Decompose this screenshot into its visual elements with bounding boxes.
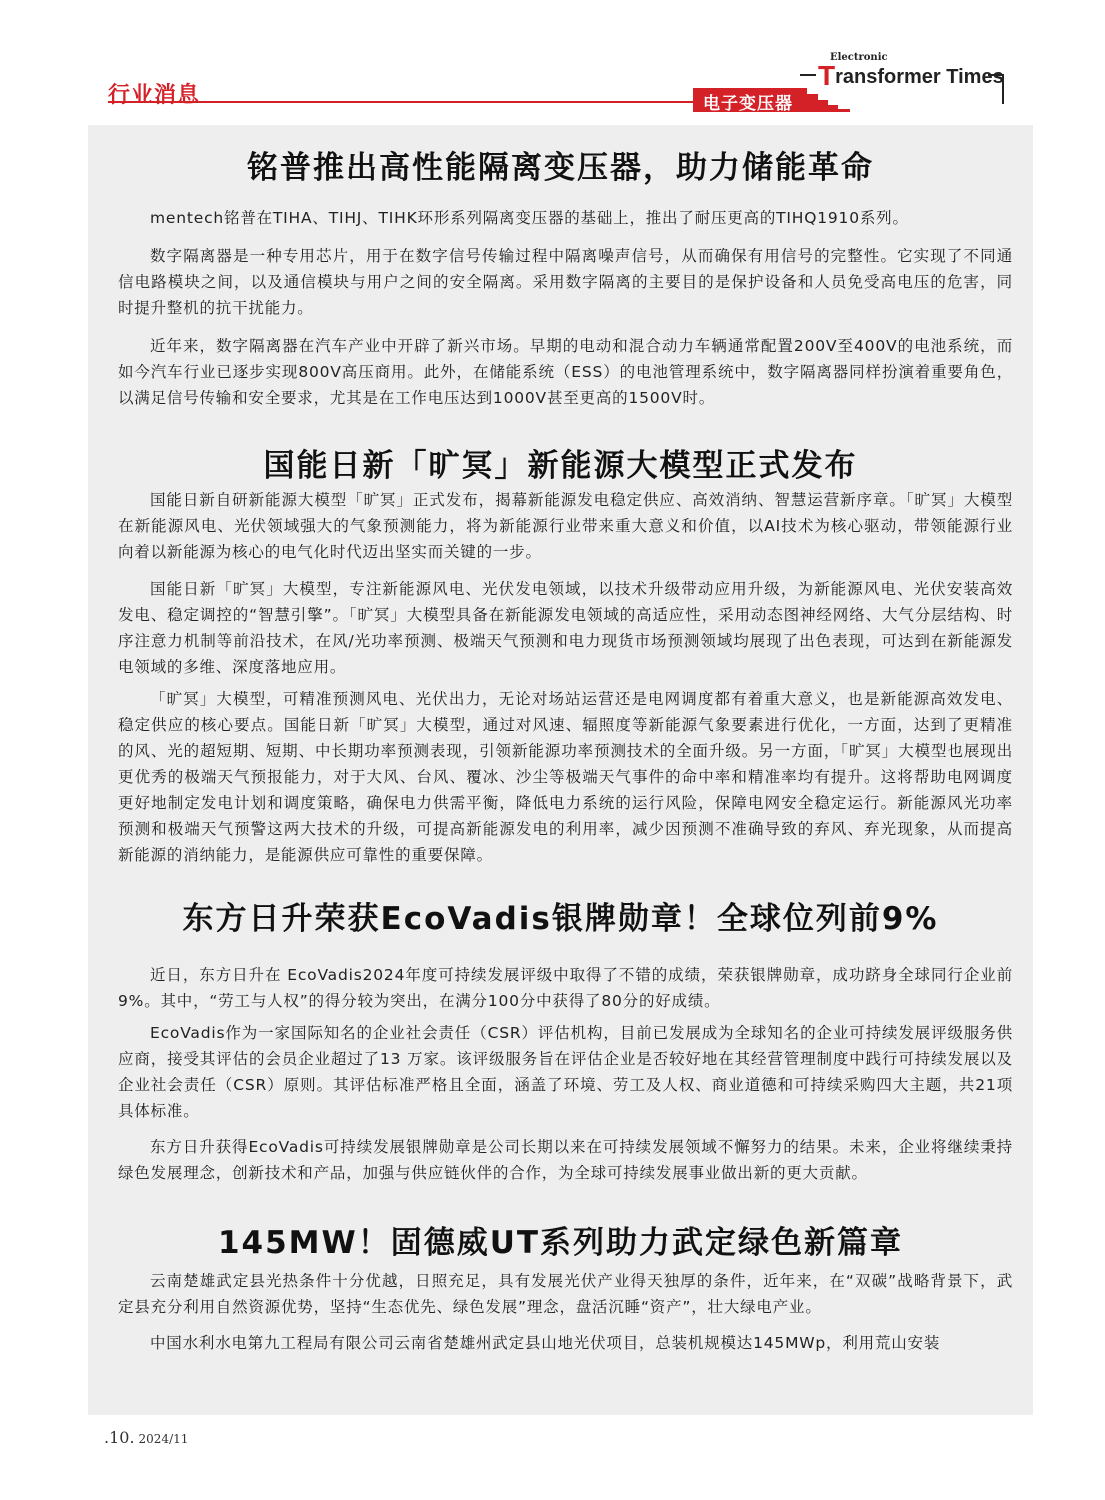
article-3-paragraph-1: 近日，东方日升在 EcoVadis2024年度可持续发展评级中取得了不错的成绩，荣获银牌勋章，成功跻身全球同行企业前9%。其中，“劳工与人权”的得分较为突出，在满分100分中获得了80分的好成绩。 xyxy=(118,966,1013,1010)
brand-dash-left xyxy=(800,74,816,76)
magazine-name: 电子变压器 xyxy=(703,94,793,114)
brand-logo xyxy=(800,52,1010,108)
brand-small-text: Electronic xyxy=(830,52,888,63)
brand-vertical-rule xyxy=(1002,74,1004,104)
article-1-paragraph-2: 数字隔离器是一种专用芯片，用于在数字信号传输过程中隔离噪声信号，从而确保有用信号的完整性。它实现了不同通信电路模块之间，以及通信模块与用户之间的安全隔离。采用数字隔离的主要目的是保护设备和人员免受高电压的危害，同时提升整机的抗干扰能力。 xyxy=(118,247,1013,317)
article-3-title: 东方日升荣获EcoVadis银牌勋章！全球位列前9% xyxy=(182,901,939,937)
article-1-title: 铭普推出高性能隔离变压器，助力储能革命 xyxy=(247,150,874,186)
article-3-paragraph-2: EcoVadis作为一家国际知名的企业社会责任（CSR）评估机构，目前已发展成为全球知名的企业可持续发展评级服务供应商，接受其评估的会员企业超过了13 万家。该评级服务旨在评估企业是否较好地在其经营管理制度中践行可持续发展以及企业社会责任（CSR）原则。其评估标准严格且全面，涵盖了环境、劳工及人权、商业道德和可持续采购四大主题，共21项具体标准。 xyxy=(118,1024,1013,1120)
brand-initial: T xyxy=(818,60,836,91)
brand-name-rest: ransformer Times xyxy=(835,66,1004,88)
magazine-name-band xyxy=(693,88,807,112)
article-4-paragraph-1: 云南楚雄武定县光热条件十分优越，日照充足，具有发展光伏产业得天独厚的条件，近年来，在“双碳”战略背景下，武定县充分利用自然资源优势，坚持“生态优先、绿色发展”理念，盘活沉睡“资产”，壮大绿电产业。 xyxy=(118,1272,1013,1316)
article-2-paragraph-2: 国能日新「旷冥」大模型，专注新能源风电、光伏发电领域，以技术升级带动应用升级，为新能源风电、光伏安装高效发电、稳定调控的“智慧引擎”。「旷冥」大模型具备在新能源发电领域的高适应性，采用动态图神经网络、大气分层结构、时序注意力机制等前沿技术，在风/光功率预测、极端天气预测和电力现货市场预测领域均展现了出色表现，可达到在新能源发电领域的多维、深度落地应用。 xyxy=(118,580,1013,676)
article-2-paragraph-3: 「旷冥」大模型，可精准预测风电、光伏出力，无论对场站运营还是电网调度都有着重大意义，也是新能源高效发电、稳定供应的核心要点。国能日新「旷冥」大模型，通过对风速、辐照度等新能源气象要素进行优化，一方面，达到了更精准的风、光的超短期、短期、中长期功率预测表现，引领新能源功率预测技术的全面升级。另一方面，「旷冥」大模型也展现出更优秀的极端天气预报能力，对于大风、台风、覆冰、沙尘等极端天气事件的命中率和精准率均有提升。这将帮助电网调度更好地制定发电计划和调度策略，确保电力供需平衡，降低电力系统的运行风险，保障电网安全稳定运行。新能源风光功率预测和极端天气预警这两大技术的升级，可提高新能源发电的利用率，减少因预测不准确导致的弃风、弃光现象，从而提高新能源的消纳能力，是能源供应可靠性的重要保障。 xyxy=(118,690,1013,864)
page-number: .10. xyxy=(104,1428,135,1447)
brand-name xyxy=(818,60,1004,92)
article-3-paragraph-3: 东方日升获得EcoVadis可持续发展银牌勋章是公司长期以来在可持续发展领域不懈努力的结果。未来，企业将继续秉持绿色发展理念，创新技术和产品，加强与供应链伙伴的合作，为全球可持续发展事业做出新的更大贡献。 xyxy=(118,1138,1013,1182)
article-1-paragraph-3: 近年来，数字隔离器在汽车产业中开辟了新兴市场。早期的电动和混合动力车辆通常配置200V至400V的电池系统，而如今汽车行业已逐步实现800V高压商用。此外，在储能系统（ESS）的电池管理系统中，数字隔离器同样扮演着重要角色，以满足信号传输和安全要求，尤其是在工作电压达到1000V甚至更高的1500V时。 xyxy=(118,337,1013,407)
article-4-title: 145MW！固德威UT系列助力武定绿色新篇章 xyxy=(217,1225,904,1261)
step-1 xyxy=(806,94,818,112)
article-2-paragraph-1: 国能日新自研新能源大模型「旷冥」正式发布，揭幕新能源发电稳定供应、高效消纳、智慧运营新序章。「旷冥」大模型在新能源风电、光伏领域强大的气象预测能力，将为新能源行业带来重大意义和价值，以AI技术为核心驱动，带领能源行业向着以新能源为核心的电气化时代迈出坚实而关键的一步。 xyxy=(118,491,1013,561)
article-4-paragraph-2: 中国水利水电第九工程局有限公司云南省楚雄州武定县山地光伏项目，总装机规模达145MWp，利用荒山安装 xyxy=(150,1334,941,1352)
section-title: 行业消息 xyxy=(108,83,201,108)
issue-date: 2024/11 xyxy=(138,1432,189,1446)
step-3 xyxy=(828,105,838,112)
step-2 xyxy=(818,100,828,112)
step-4 xyxy=(838,109,850,112)
article-2-title: 国能日新「旷冥」新能源大模型正式发布 xyxy=(263,448,858,484)
header-rule xyxy=(108,101,693,103)
article-1-paragraph-1: mentech铭普在TIHA、TIHJ、TIHK环形系列隔离变压器的基础上，推出了耐压更高的TIHQ1910系列。 xyxy=(150,209,909,227)
page-footer xyxy=(104,1428,188,1447)
